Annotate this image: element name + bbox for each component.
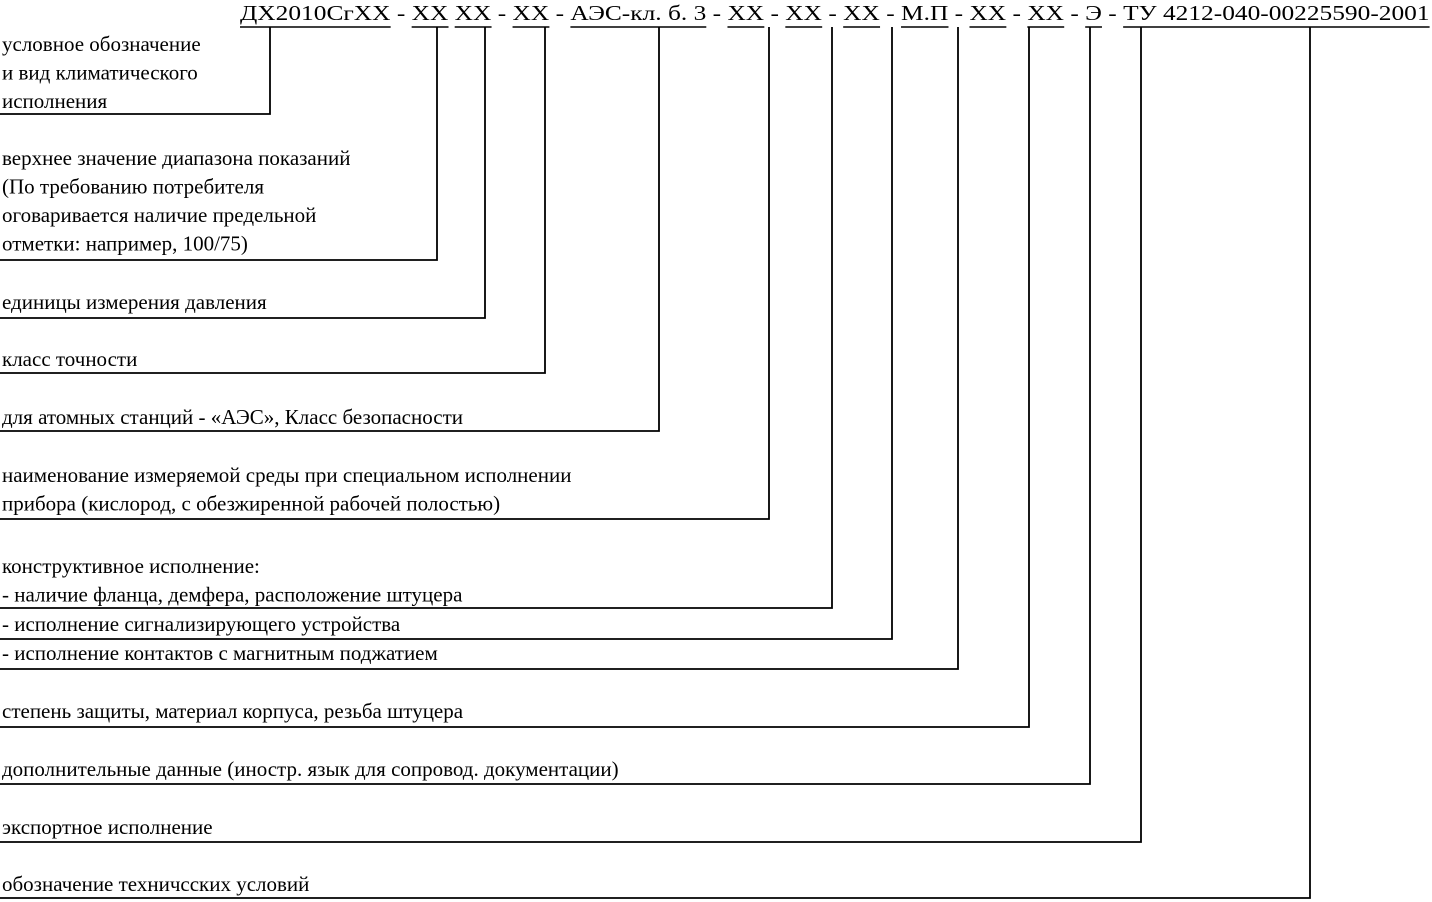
leader-line: [0, 27, 892, 639]
code-separator: -: [706, 1, 728, 26]
field-label: [2, 641, 438, 665]
field-label-line: единицы измерения давления: [2, 290, 267, 314]
code-part-13: ТУ 4212-040-00225590-2001: [1123, 1, 1430, 26]
field-label: [2, 32, 201, 113]
field-label-line: - наличие фланца, демфера, расположение штуцера: [2, 582, 463, 607]
field-label: [2, 815, 213, 839]
field-label: [2, 757, 619, 781]
field-label-line: верхнее значение диапазона показаний: [2, 146, 351, 170]
code-part-7: ХХ: [785, 1, 823, 26]
field-label-line: конструктивное исполнение:: [2, 554, 260, 578]
field-label: [2, 347, 137, 371]
field-label-line: (По требованию потребителя: [2, 174, 264, 199]
field-labels: [2, 32, 619, 896]
code-part-10: ХХ: [969, 1, 1007, 26]
field-label-line: - исполнение контактов с магнитным поджатием: [2, 641, 438, 665]
field-label-line: и вид климатического: [2, 60, 198, 85]
code-separator: -: [549, 1, 571, 26]
field-label: [2, 872, 309, 896]
code-part-12: Э: [1085, 1, 1102, 26]
field-label-line: - исполнение сигнализирующего устройства: [2, 612, 401, 636]
leader-line: [0, 27, 769, 519]
field-label: [2, 463, 571, 516]
field-label-line: экспортное исполнение: [2, 815, 213, 839]
designation-string: [240, 2, 1430, 25]
field-label: [2, 146, 350, 256]
field-label-line: дополнительные данные (иностр. язык для сопровод. документации): [2, 757, 619, 781]
code-separator: -: [764, 1, 786, 26]
field-label-line: наименование измеряемой среды при специальном исполнении: [2, 463, 572, 487]
field-label: [2, 405, 463, 429]
code-separator: -: [822, 1, 844, 26]
code-separator: -: [390, 1, 412, 26]
field-label: [2, 554, 463, 607]
field-label-line: исполнения: [2, 89, 108, 113]
code-separator: -: [1101, 1, 1124, 26]
code-part-6: ХХ: [727, 1, 765, 26]
code-part-1: ДХ2010СгХХ: [240, 1, 391, 26]
code-part-2: ХХ: [411, 1, 449, 26]
field-label-line: оговаривается наличие предельной: [2, 203, 317, 227]
code-separator: -: [491, 1, 513, 26]
field-label: [2, 699, 464, 723]
field-label-line: класс точности: [2, 347, 138, 371]
field-label-line: прибора (кислород, с обезжиренной рабочей полостью): [2, 491, 501, 516]
field-label: [2, 290, 267, 314]
code-part-9: М.П: [901, 1, 949, 26]
field-label: [2, 612, 401, 636]
code-part-4: ХХ: [512, 1, 550, 26]
code-part-3: ХХ: [454, 1, 492, 26]
field-label-line: для атомных станций - «АЭС», Класс безопасности: [2, 405, 464, 429]
code-part-5: АЭС-кл. б. 3: [570, 1, 707, 26]
code-separator: -: [1006, 1, 1028, 26]
field-label-line: отметки: например, 100/75): [2, 231, 248, 256]
designation-code: [240, 2, 1430, 27]
code-part-8: ХХ: [843, 1, 880, 26]
field-label-line: условное обозначение: [2, 32, 201, 56]
field-label-line: обозначение техничсских условий: [2, 872, 310, 896]
code-separator: -: [1064, 1, 1086, 26]
field-label-line: степень защиты, материал корпуса, резьба штуцера: [2, 699, 464, 723]
code-part-11: ХХ: [1027, 1, 1065, 26]
code-separator: -: [879, 1, 902, 26]
code-separator: -: [948, 1, 970, 26]
